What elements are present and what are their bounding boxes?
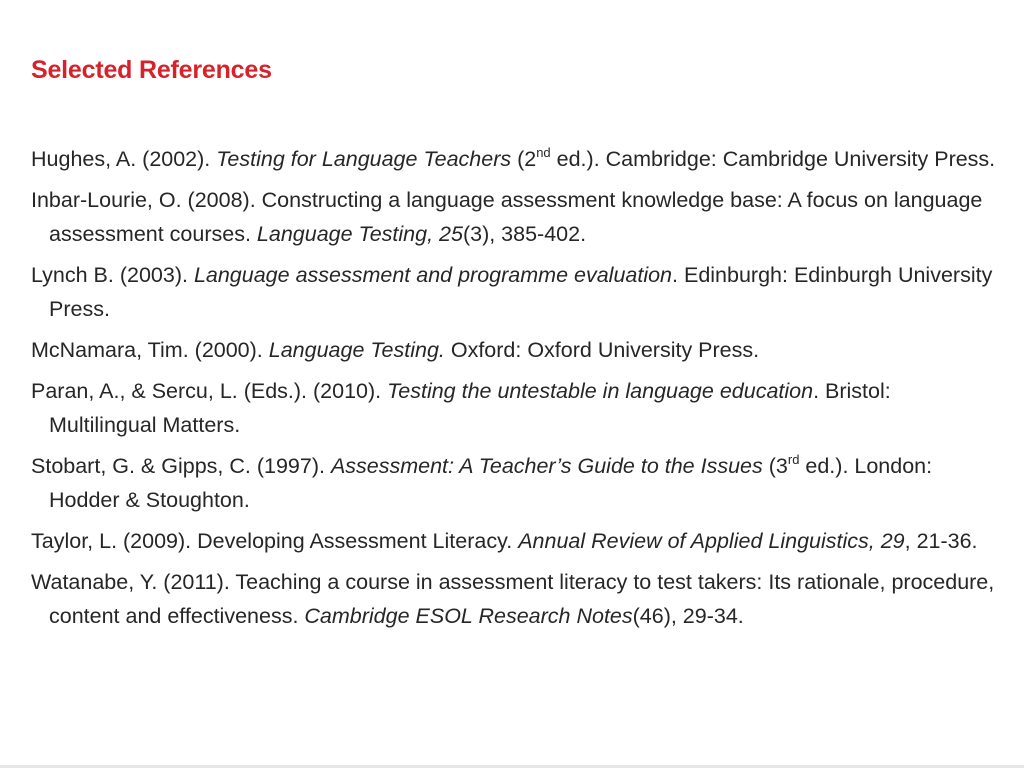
reference-text: (3), 385-402. [462, 222, 587, 246]
reference-title: Cambridge ESOL Research Notes [304, 604, 633, 628]
reference-text: ed.). Cambridge: Cambridge University Press. [550, 147, 996, 171]
reference-title: Language Testing, 25 [256, 222, 463, 246]
reference-text: Oxford: Oxford University Press. [444, 338, 760, 362]
reference-text: ed.). London: Hodder & Stoughton. [49, 454, 933, 512]
reference-title: Assessment: A Teacher’s Guide to the Issues [330, 454, 763, 478]
reference-edition: (3 [762, 454, 788, 478]
reference-text: Watanabe, Y. (2011). Teaching a course in assessment literacy to test takers: Its rationale, procedure, content and effectiveness. [31, 570, 995, 628]
reference-edition: (2 [511, 147, 537, 171]
reference-title: Testing for Language Teachers [216, 147, 512, 171]
reference-text: , 21-36. [904, 529, 978, 553]
reference-text: Hughes, A. (2002). [31, 147, 217, 171]
reference-text: (46), 29-34. [632, 604, 744, 628]
reference-text: McNamara, Tim. (2000). [31, 338, 269, 362]
reference-item [31, 449, 1001, 517]
reference-title: Language Testing. [268, 338, 445, 362]
reference-text: Taylor, L. (2009). Developing Assessment Literacy. [31, 529, 519, 553]
reference-list [31, 142, 1001, 640]
reference-item [31, 183, 1001, 251]
reference-edition-suffix: nd [536, 145, 551, 160]
reference-text: Stobart, G. & Gipps, C. (1997). [31, 454, 331, 478]
slide-title: Selected References [31, 56, 272, 84]
reference-title: Annual Review of Applied Linguistics, 29 [518, 529, 905, 553]
reference-text: . Bristol: Multilingual Matters. [49, 379, 891, 437]
reference-title: Language assessment and programme evaluation [193, 263, 673, 287]
reference-item [31, 333, 1001, 367]
reference-text: . Edinburgh: Edinburgh University Press. [49, 263, 993, 321]
reference-item [31, 565, 1001, 633]
reference-edition-suffix: rd [787, 452, 800, 467]
reference-item [31, 142, 1001, 176]
reference-text: Lynch B. (2003). [31, 263, 194, 287]
reference-text: Inbar-Lourie, O. (2008). Constructing a language assessment knowledge base: A focus on language assessment courses. [31, 188, 983, 246]
reference-item [31, 258, 1001, 326]
reference-item [31, 374, 1001, 442]
reference-text: Paran, A., & Sercu, L. (Eds.). (2010). [31, 379, 388, 403]
reference-title: Testing the untestable in language education [387, 379, 814, 403]
reference-item [31, 524, 1001, 558]
